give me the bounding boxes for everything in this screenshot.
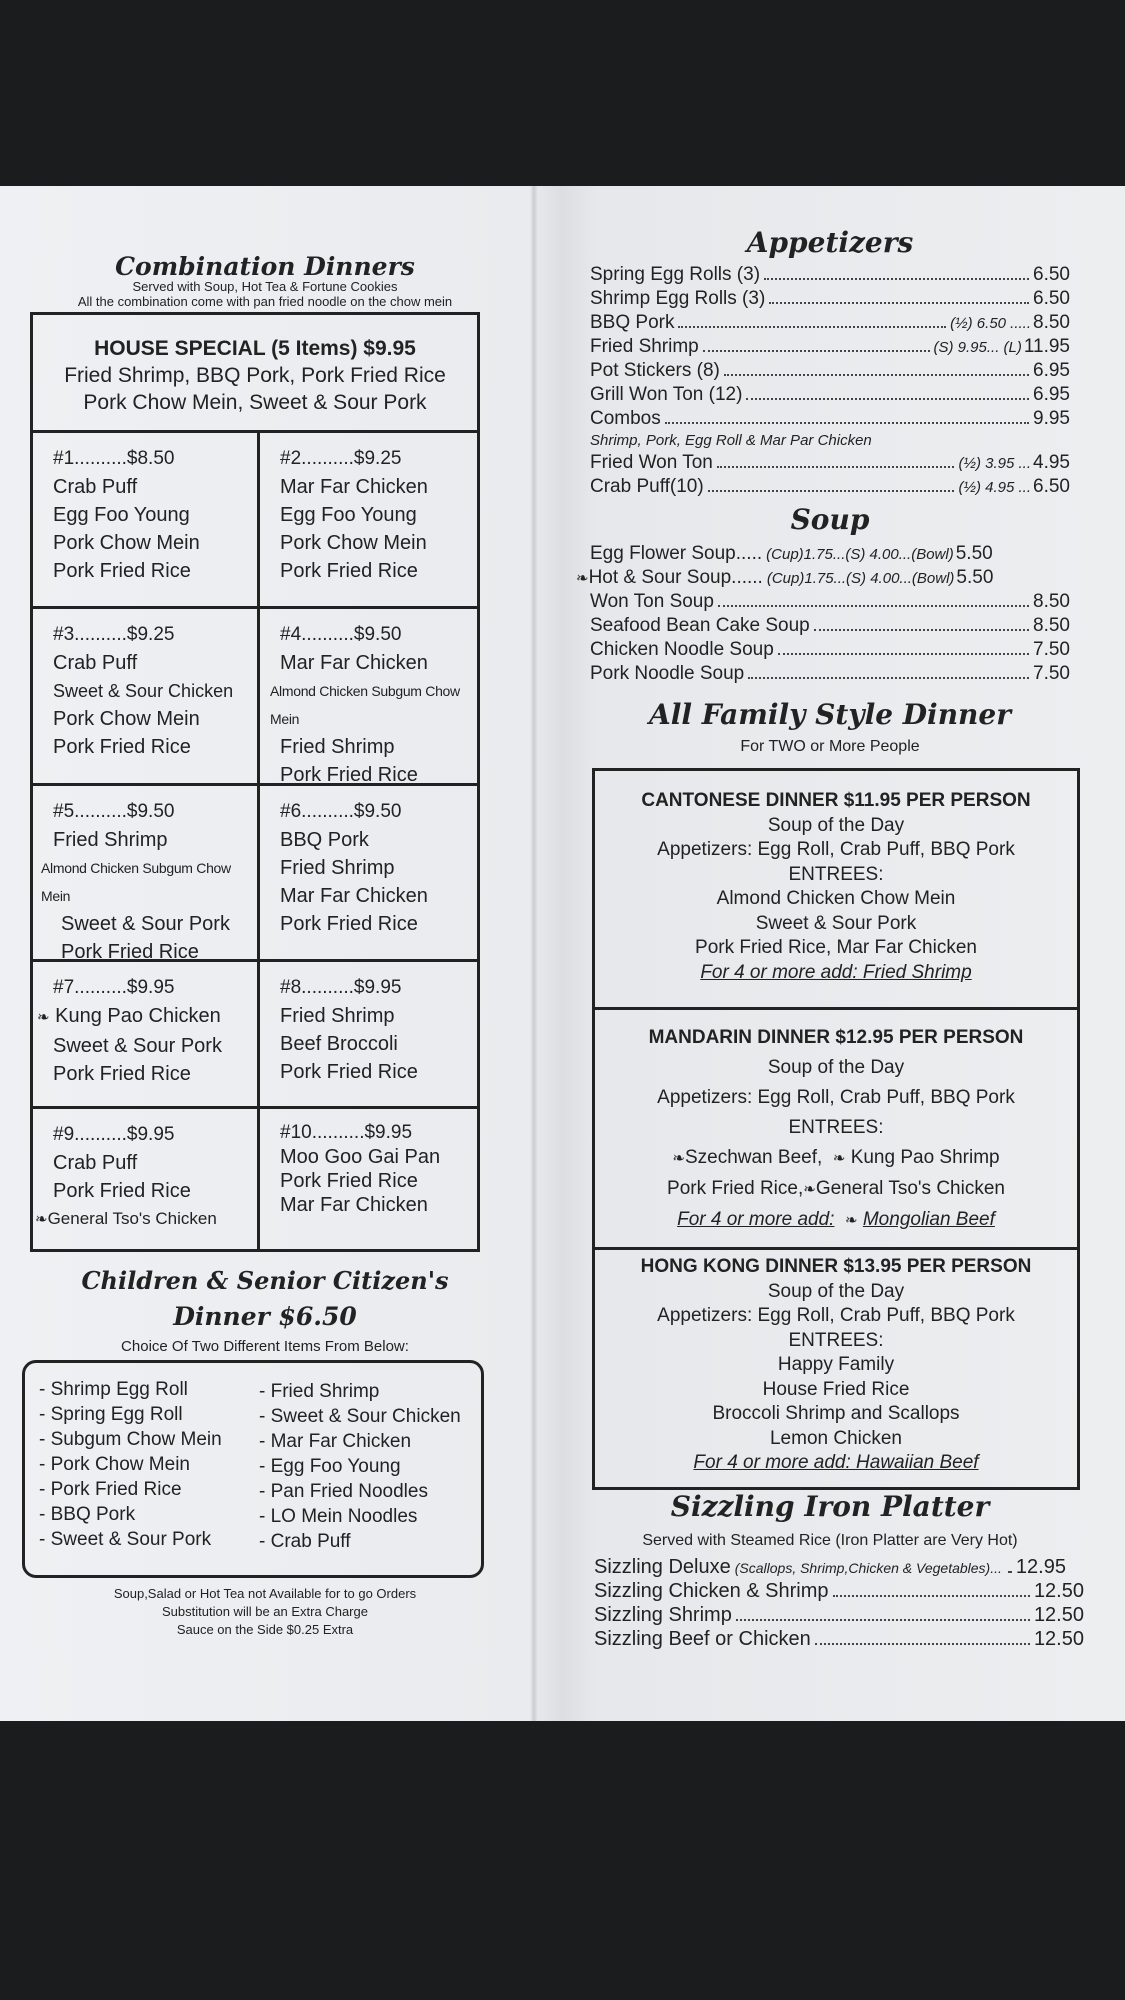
soup-title: Soup (790, 503, 870, 536)
menu-row (594, 1556, 1084, 1580)
leader-dots (724, 374, 1029, 376)
combo-item (35, 1205, 257, 1234)
item-name: Egg Flower Soup..... (590, 543, 763, 564)
item-alt-price: (½) 4.95 ... (958, 479, 1032, 496)
kids-item: - Egg Foo Young (259, 1456, 401, 1477)
dinner-line: Broccoli Shrimp and Scallops (712, 1403, 960, 1424)
dinner-add-on (595, 1205, 1077, 1236)
combo-cell-6 (260, 786, 480, 938)
leader-dots (678, 326, 946, 328)
menu-row (590, 288, 1070, 312)
combo-item: Pork Fried Rice (61, 941, 199, 963)
dinner-line: Soup of the Day (767, 1057, 905, 1078)
leader-dots (764, 278, 1029, 280)
combo-item: Fried Shrimp (53, 829, 168, 851)
menu-row (590, 591, 1070, 615)
menu-row (590, 543, 1070, 567)
dinner-line: ENTREES: (788, 863, 884, 885)
item-name: Spring Egg Rolls (3) (590, 264, 761, 285)
sizzling-subtitle: Served with Steamed Rice (Iron Platter are Very Hot) (642, 1532, 1018, 1549)
combo-cell-2 (260, 433, 480, 585)
dinner-line: Almond Chicken Chow Mein (716, 888, 956, 909)
item-price: 4.95 (1033, 452, 1070, 473)
kids-item: - Crab Puff (259, 1531, 351, 1552)
combo-item: Fried Shrimp (280, 1005, 395, 1027)
add-on-label: For 4 or more add: (677, 1209, 835, 1230)
combo-cell-8 (260, 962, 480, 1086)
family-dinner-box (592, 768, 1080, 1490)
combo-item: Pork Fried Rice (280, 1170, 418, 1192)
combo-cell-3 (33, 609, 257, 761)
item-price: 8.50 (1033, 615, 1070, 636)
dinner-line: Appetizers: Egg Roll, Crab Puff, BBQ Pork (657, 1087, 1015, 1108)
combination-grid (30, 312, 480, 1252)
appetizers-list (590, 264, 1070, 500)
combo-cell-4 (260, 609, 480, 789)
kids-menu-subtitle: Choice Of Two Different Items From Below: (121, 1338, 409, 1355)
menu-row (590, 615, 1070, 639)
menu-row (590, 336, 1070, 360)
kids-menu-price: Dinner $6.50 (173, 1302, 357, 1331)
item-name: Fried Won Ton (590, 452, 713, 473)
item-price: 6.95 (1033, 384, 1070, 405)
entree-label: Kung Pao Shrimp (850, 1147, 1000, 1168)
hong-kong-dinner (595, 1255, 1077, 1476)
item-price: 12.50 (1033, 1604, 1084, 1626)
combo-item: Almond Chicken Subgum Chow Mein (41, 860, 231, 904)
dinner-line: Soup of the Day (767, 1280, 905, 1302)
item-name: Sizzling Shrimp (594, 1604, 732, 1626)
dinner-line: ENTREES: (788, 1117, 884, 1138)
leader-dots (717, 466, 955, 468)
item-price: 6.50 (1033, 288, 1070, 309)
house-special-line: Fried Shrimp, BBQ Pork, Pork Fried Rice (64, 364, 446, 387)
item-name: Sizzling Deluxe (594, 1556, 731, 1578)
combos-note: Shrimp, Pork, Egg Roll & Mar Par Chicken (590, 432, 872, 449)
combo-number-price: #10..........$9.95 (280, 1122, 413, 1143)
entree-label: General Tso's Chicken (815, 1178, 1005, 1199)
dinner-line: Pork Fried Rice, Mar Far Chicken (695, 937, 977, 958)
leader-dots (708, 490, 955, 492)
combo-item: Sweet & Sour Chicken (53, 681, 234, 701)
menu-row (576, 567, 1070, 591)
item-price: 7.50 (1033, 639, 1070, 660)
sizzling-title: Sizzling Iron Platter (670, 1490, 990, 1523)
kids-menu-box (22, 1360, 484, 1578)
combo-item: Pork Fried Rice (280, 913, 418, 935)
combo-number-price: #6..........$9.50 (280, 801, 402, 822)
soup-list (576, 543, 1070, 687)
menu-row (594, 1580, 1084, 1604)
kids-item: - Pan Fried Noodles (259, 1481, 428, 1502)
dinner-line (595, 1174, 1077, 1205)
combo-number-price: #1..........$8.50 (53, 448, 175, 469)
menu-row (590, 384, 1070, 408)
leader-dots (778, 653, 1029, 655)
combination-subtitle: Served with Soup, Hot Tea & Fortune Cookies (132, 279, 398, 294)
chili-pepper-icon: ❧ (576, 570, 589, 587)
sizzling-list (594, 1556, 1084, 1652)
kids-item: - Fried Shrimp (259, 1381, 380, 1402)
leader-dots (703, 350, 930, 352)
leader-dots (814, 629, 1029, 631)
item-name: BBQ Pork (590, 312, 675, 333)
kids-item: - Spring Egg Roll (39, 1404, 183, 1425)
cantonese-dinner (595, 789, 1077, 985)
combo-item: Egg Foo Young (280, 504, 417, 526)
menu-row (590, 452, 1070, 476)
combo-item: Pork Fried Rice (53, 1063, 191, 1085)
entree-label: Szechwan Beef, (684, 1147, 823, 1168)
dinner-line: House Fried Rice (762, 1378, 910, 1400)
chili-pepper-icon: ❧ (35, 1211, 48, 1228)
item-price: 12.50 (1033, 1628, 1084, 1650)
entree-label: Pork Fried Rice, (667, 1178, 804, 1199)
combo-cell-7 (33, 962, 257, 1088)
item-price: 6.50 (1033, 264, 1070, 285)
combo-item: Mar Far Chicken (280, 885, 428, 907)
kids-item: - Shrimp Egg Roll (39, 1379, 188, 1400)
chili-pepper-icon: ❧ (37, 1009, 50, 1026)
house-special-title: HOUSE SPECIAL (5 Items) $9.95 (94, 337, 416, 360)
menu-row (590, 476, 1070, 500)
leader-dots (718, 605, 1029, 607)
combo-item: Mar Far Chicken (280, 652, 428, 674)
appetizers-title: Appetizers (746, 226, 914, 259)
menu-row (590, 360, 1070, 384)
combo-number-price: #3..........$9.25 (53, 624, 175, 645)
combo-cell-5 (33, 786, 257, 966)
item-price: 8.50 (1033, 312, 1070, 333)
item-alt-price: (½) 3.95 ... (958, 455, 1032, 472)
leader-dots (769, 302, 1029, 304)
kids-item: - Pork Chow Mein (39, 1454, 190, 1475)
house-special-line: Pork Chow Mein, Sweet & Sour Pork (83, 391, 427, 414)
leader-dots (736, 1619, 1030, 1621)
hong-kong-title: HONG KONG DINNER $13.95 PER PERSON (640, 1256, 1032, 1277)
footnote: Substitution will be an Extra Charge (162, 1604, 368, 1619)
dinner-line: Lemon Chicken (769, 1427, 903, 1449)
combo-item: Pork Fried Rice (53, 736, 191, 758)
kids-item: - Sweet & Sour Chicken (259, 1406, 461, 1427)
dinner-line: Appetizers: Egg Roll, Crab Puff, BBQ Pork (657, 1305, 1015, 1326)
combo-item: Pork Chow Mein (280, 532, 427, 554)
item-name: Sizzling Chicken & Shrimp (594, 1580, 829, 1602)
leader-dots (833, 1595, 1030, 1597)
menu-row (590, 264, 1070, 288)
combo-item: Pork Fried Rice (280, 1061, 418, 1083)
combo-number-price: #8..........$9.95 (280, 977, 402, 998)
kids-items-column (39, 1377, 222, 1552)
dinner-line: Appetizers: Egg Roll, Crab Puff, BBQ Pork (657, 839, 1015, 860)
item-name: Pot Stickers (8) (590, 360, 720, 381)
item-price: 11.95 (1023, 336, 1070, 357)
menu-row (594, 1628, 1084, 1652)
dinner-line: Happy Family (777, 1354, 895, 1375)
item-alt-price: (S) 9.95... (L) (933, 339, 1022, 356)
menu-row (590, 408, 1070, 432)
kids-item: - Sweet & Sour Pork (39, 1529, 212, 1550)
leader-dots (746, 398, 1029, 400)
dinner-add-on: For 4 or more add: Fried Shrimp (700, 961, 972, 983)
item-alt-price: (Cup)1.75...(S) 4.00...(Bowl) (766, 570, 955, 587)
combo-item: Pork Chow Mein (53, 532, 200, 554)
item-name: Pork Noodle Soup (590, 663, 745, 684)
combo-item: Egg Foo Young (53, 504, 190, 526)
footnote: Soup,Salad or Hot Tea not Available for to go Orders (113, 1586, 417, 1601)
combo-item: Pork Chow Mein (53, 708, 200, 730)
combo-item-label: Kung Pao Chicken (55, 1005, 221, 1027)
item-price: 5.50 (955, 543, 993, 564)
combo-item: Sweet & Sour Pork (61, 913, 230, 935)
combo-cell-9 (33, 1109, 257, 1234)
leader-dots (1008, 1571, 1012, 1573)
item-name: Chicken Noodle Soup (590, 639, 774, 660)
item-price: 7.50 (1033, 663, 1070, 684)
leader-dots (815, 1643, 1030, 1645)
combo-item: Almond Chicken Subgum Chow Mein (270, 683, 460, 727)
combo-item: Moo Goo Gai Pan (280, 1146, 441, 1168)
combo-item: Crab Puff (53, 652, 138, 674)
item-price: 12.50 (1033, 1580, 1084, 1602)
combo-item (37, 1002, 257, 1032)
combo-number-price: #9..........$9.95 (53, 1124, 175, 1145)
family-dinner-subtitle: For TWO or More People (740, 738, 920, 755)
combo-item: BBQ Pork (280, 829, 369, 851)
item-name: Shrimp Egg Rolls (3) (590, 288, 766, 309)
item-name: Combos (590, 408, 661, 429)
add-on-label: Mongolian Beef (862, 1209, 995, 1230)
combo-item: Pork Fried Rice (280, 764, 418, 786)
item-alt-price: (Scallops, Shrimp,Chicken & Vegetables)... (734, 1560, 1002, 1576)
item-name: Seafood Bean Cake Soup (590, 615, 810, 636)
menu-row (590, 639, 1070, 663)
combination-title: Combination Dinners (115, 252, 415, 281)
cantonese-title: CANTONESE DINNER $11.95 PER PERSON (641, 790, 1031, 811)
item-price: 12.95 (1015, 1556, 1066, 1578)
menu-row (590, 663, 1070, 687)
combo-item: Crab Puff (53, 1152, 138, 1174)
item-price: 8.50 (1033, 591, 1070, 612)
chili-pepper-icon: ❧ (832, 1150, 846, 1167)
combo-item: Beef Broccoli (280, 1033, 398, 1055)
combo-item: Sweet & Sour Pork (53, 1035, 222, 1057)
dinner-add-on: For 4 or more add: Hawaiian Beef (693, 1452, 979, 1473)
item-name: Crab Puff(10) (590, 476, 704, 497)
paper-fold (530, 186, 538, 1721)
section-divider (595, 1247, 1077, 1250)
leader-dots (748, 677, 1029, 679)
menu-row (590, 312, 1070, 336)
item-name: Won Ton Soup (590, 591, 714, 612)
combo-number-price: #5..........$9.50 (53, 801, 175, 822)
kids-item: - Mar Far Chicken (259, 1431, 412, 1452)
combo-item: Fried Shrimp (280, 857, 395, 879)
item-alt-price: (½) 6.50 ..... (950, 315, 1032, 332)
kids-item: - BBQ Pork (39, 1504, 136, 1525)
mandarin-title: MANDARIN DINNER $12.95 PER PERSON (648, 1027, 1024, 1048)
menu-row (594, 1604, 1084, 1628)
item-name: Hot & Sour Soup...... (588, 567, 763, 588)
chili-pepper-icon: ❧ (845, 1212, 858, 1229)
kids-menu-title: Children & Senior Citizen's (81, 1266, 449, 1295)
combo-item-label: General Tso's Chicken (47, 1209, 217, 1228)
combo-item: Crab Puff (53, 476, 138, 498)
combo-item: Pork Fried Rice (53, 1180, 191, 1202)
kids-items-column (259, 1379, 461, 1554)
item-name: Sizzling Beef or Chicken (594, 1628, 811, 1650)
combo-number-price: #2..........$9.25 (280, 448, 402, 469)
kids-item: - Pork Fried Rice (39, 1479, 182, 1500)
item-alt-price: (Cup)1.75...(S) 4.00...(Bowl) (766, 546, 954, 563)
item-price: 6.50 (1033, 476, 1070, 497)
combo-item: Pork Fried Rice (53, 560, 191, 582)
combo-item: Mar Far Chicken (280, 1194, 428, 1216)
combo-number-price: #7..........$9.95 (53, 977, 175, 998)
family-dinner-title: All Family Style Dinner (649, 698, 1011, 731)
item-price: 6.95 (1033, 360, 1070, 381)
kids-item: - LO Mein Noodles (259, 1506, 418, 1527)
item-name: Fried Shrimp (590, 336, 699, 357)
dinner-line: ENTREES: (788, 1329, 884, 1351)
chili-pepper-icon: ❧ (803, 1181, 816, 1198)
footnote: Sauce on the Side $0.25 Extra (176, 1622, 354, 1637)
combo-number-price: #4..........$9.50 (280, 624, 402, 645)
mandarin-dinner (595, 1023, 1077, 1236)
combo-item: Fried Shrimp (280, 736, 395, 758)
dinner-line: Soup of the Day (767, 814, 905, 836)
item-price: 5.50 (956, 567, 994, 588)
combination-note: All the combination come with pan fried noodle on the chow mein (77, 294, 453, 309)
chili-pepper-icon: ❧ (672, 1150, 685, 1167)
combo-item: Mar Far Chicken (280, 476, 428, 498)
kids-item: - Subgum Chow Mein (39, 1429, 222, 1450)
section-divider (595, 1007, 1077, 1010)
item-price: 9.95 (1033, 408, 1070, 429)
combo-item: Pork Fried Rice (280, 560, 418, 582)
item-name: Grill Won Ton (12) (590, 384, 743, 405)
dinner-line: Sweet & Sour Pork (755, 912, 917, 934)
combo-cell-1 (33, 433, 257, 585)
dinner-line (595, 1143, 1077, 1174)
leader-dots (665, 422, 1029, 424)
house-special (33, 315, 477, 433)
combo-cell-10 (260, 1109, 480, 1217)
